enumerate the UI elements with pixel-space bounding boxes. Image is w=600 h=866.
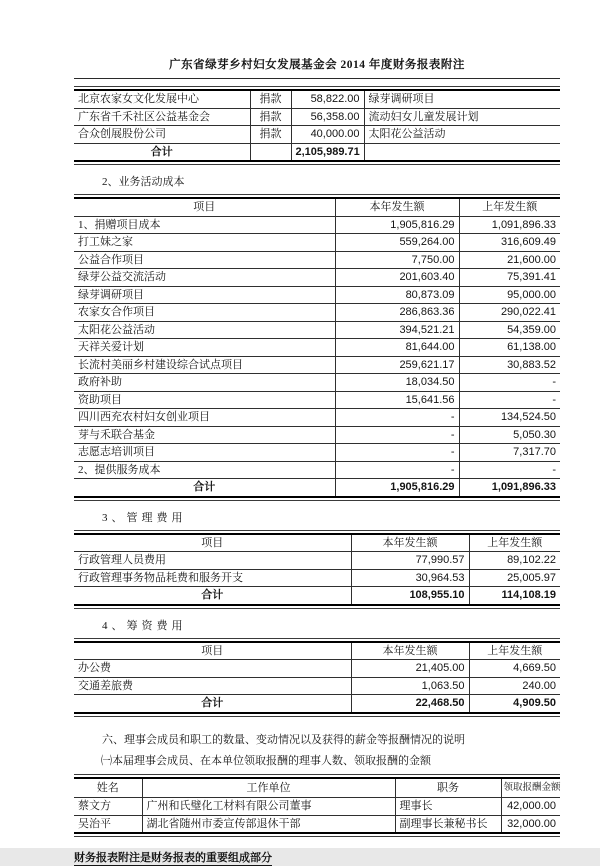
table-cell: 286,863.36 (335, 304, 459, 322)
table-row (74, 90, 560, 108)
table-cell: 559,264.00 (335, 234, 459, 252)
column-header: 本年发生额 (351, 534, 469, 552)
table-cell: 316,609.49 (459, 234, 560, 252)
table-cell: 2、提供服务成本 (74, 461, 335, 479)
table-cell: 95,000.00 (459, 286, 560, 304)
footer-note-text: 财务报表附注是财务报表的重要组成部分 (74, 852, 272, 864)
table-row (74, 677, 560, 695)
table-cell: 太阳花公益活动 (74, 321, 335, 339)
table-row (74, 569, 560, 587)
table-cell: 办公费 (74, 660, 351, 678)
table-cell: 240.00 (469, 677, 560, 695)
table-cell: 201,603.40 (335, 269, 459, 287)
table-cell: 290,022.41 (459, 304, 560, 322)
table-cell: 吴治平 (78, 817, 111, 830)
sub-heading-board-members: ㈠本届理事会成员、在本单位领取报酬的理事人数、领取报酬的金额 (101, 754, 431, 767)
table-cell: 湖北省随州市委宣传部退休干部 (142, 815, 395, 833)
table-cell: 绿芽公益交流活动 (74, 269, 335, 287)
section-heading-management-expense: 3、管理费用 (102, 511, 187, 524)
business-cost-table-wrap (74, 194, 560, 501)
table-cell: - (459, 374, 560, 392)
management-expense-table-wrap (74, 530, 560, 609)
table-cell: 资助项目 (74, 391, 335, 409)
table-cell: 行政管理事务物品耗费和服务开支 (74, 569, 351, 587)
table-cell: 合计 (201, 589, 224, 601)
donations-table-wrap (74, 86, 560, 165)
table-cell: 行政管理人员费用 (74, 552, 351, 570)
table-row (74, 426, 560, 444)
table-cell: 4,669.50 (469, 660, 560, 678)
total-row (74, 143, 560, 161)
table-cell: 副理事长兼秘书长 (395, 815, 501, 833)
table-cell: - (459, 391, 560, 409)
donations-table (74, 89, 560, 162)
table-cell: 22,468.50 (351, 695, 469, 713)
table-row (74, 286, 560, 304)
table-row (74, 660, 560, 678)
table-cell: 理事长 (395, 798, 501, 816)
table-cell: 54,359.00 (459, 321, 560, 339)
column-header: 职务 (395, 778, 501, 798)
table-cell: - (335, 426, 459, 444)
table-row (74, 798, 560, 816)
table-cell: 天祥关爱计划 (74, 339, 335, 357)
table-cell: 北京农家女文化发展中心 (74, 90, 250, 108)
section-heading-business-cost: 2、业务活动成本 (102, 176, 185, 188)
table-cell: 合众创展股份公司 (74, 126, 250, 144)
table-cell: - (459, 461, 560, 479)
table-cell: 志愿志培训项目 (74, 444, 335, 462)
table-cell: 80,873.09 (335, 286, 459, 304)
table-cell: 89,102.22 (469, 552, 560, 570)
footer-note (74, 849, 560, 865)
table-row (74, 251, 560, 269)
table-cell: 15,641.56 (335, 391, 459, 409)
board-table (74, 777, 560, 835)
table-cell: 合计 (150, 145, 173, 158)
table-cell: 合计 (201, 697, 224, 709)
table-cell: 1,905,816.29 (335, 479, 459, 497)
table-cell: 1,063.50 (351, 677, 469, 695)
table-row (74, 234, 560, 252)
table-cell: 18,034.50 (335, 374, 459, 392)
table-row (74, 409, 560, 427)
table-cell: 芽与禾联合基金 (74, 426, 335, 444)
table-cell: 40,000.00 (291, 126, 364, 144)
table-cell: - (335, 409, 459, 427)
table-cell: 长流村美丽乡村建设综合试点项目 (74, 356, 335, 374)
table-cell: 30,964.53 (351, 569, 469, 587)
total-row (74, 695, 560, 713)
table-header-row (74, 778, 560, 798)
table-cell: 四川西充农村妇女创业项目 (74, 409, 335, 427)
table-cell: 58,822.00 (291, 90, 364, 108)
total-row (74, 587, 560, 605)
table-cell: 1,905,816.29 (335, 216, 459, 234)
table-cell (250, 143, 291, 161)
table-cell (364, 143, 560, 161)
table-cell: 81,644.00 (335, 339, 459, 357)
table-row (74, 321, 560, 339)
table-cell: 捐款 (250, 108, 291, 126)
column-header: 项目 (74, 198, 335, 216)
table-cell: 政府补助 (74, 374, 335, 392)
fundraising-expense-table (74, 641, 560, 714)
table-cell: 流动妇女儿童发展计划 (364, 108, 560, 126)
management-expense-table (74, 533, 560, 606)
table-cell: 打工妹之家 (74, 234, 335, 252)
table-cell: 114,108.19 (469, 587, 560, 605)
page-content (74, 56, 560, 865)
table-cell: 合计 (193, 481, 216, 493)
table-cell: 1,091,896.33 (459, 479, 560, 497)
column-header: 工作单位 (142, 778, 395, 798)
table-cell: 77,990.57 (351, 552, 469, 570)
table-cell: 75,391.41 (459, 269, 560, 287)
table-row (74, 126, 560, 144)
table-cell: 太阳花公益活动 (364, 126, 560, 144)
table-cell: 61,138.00 (459, 339, 560, 357)
board-table-wrap (74, 774, 560, 838)
table-row (74, 815, 560, 833)
table-row (74, 304, 560, 322)
table-cell: 7,317.70 (459, 444, 560, 462)
section-heading-fundraising-expense: 4、筹资费用 (102, 619, 187, 632)
column-header: 姓名 (74, 778, 142, 798)
table-row (74, 216, 560, 234)
table-row (74, 552, 560, 570)
table-cell: 32,000.00 (501, 815, 560, 833)
table-row (74, 391, 560, 409)
table-cell: 2,105,989.71 (291, 143, 364, 161)
table-cell: 交通差旅费 (74, 677, 351, 695)
table-cell: 259,621.17 (335, 356, 459, 374)
table-row (74, 108, 560, 126)
column-header: 本年发生额 (335, 198, 459, 216)
table-cell: - (335, 444, 459, 462)
table-cell: 公益合作项目 (74, 251, 335, 269)
table-cell: 56,358.00 (291, 108, 364, 126)
table-cell: 绿芽调研项目 (364, 90, 560, 108)
table-cell: 农家女合作项目 (74, 304, 335, 322)
table-cell: 30,883.52 (459, 356, 560, 374)
total-row (74, 479, 560, 497)
table-cell: 4,909.50 (469, 695, 560, 713)
table-header-row (74, 642, 560, 660)
table-row (74, 339, 560, 357)
table-row (74, 374, 560, 392)
table-cell: 394,521.21 (335, 321, 459, 339)
table-row (74, 461, 560, 479)
table-cell: 1,091,896.33 (459, 216, 560, 234)
table-cell: 5,050.30 (459, 426, 560, 444)
table-cell: 捐款 (250, 126, 291, 144)
fundraising-expense-table-wrap (74, 638, 560, 717)
column-header: 上年发生额 (469, 642, 560, 660)
column-header: 上年发生额 (459, 198, 560, 216)
table-cell: 1、捐赠项目成本 (74, 216, 335, 234)
page-title: 广东省绿芽乡村妇女发展基金会 2014 年度财务报表附注 (74, 56, 560, 79)
table-cell: - (335, 461, 459, 479)
column-header: 项目 (74, 642, 351, 660)
table-cell: 绿芽调研项目 (74, 286, 335, 304)
table-cell: 108,955.10 (351, 587, 469, 605)
table-cell: 42,000.00 (501, 798, 560, 816)
table-cell: 捐款 (250, 90, 291, 108)
table-cell: 广东省千禾社区公益基金会 (74, 108, 250, 126)
column-header: 本年发生额 (351, 642, 469, 660)
table-cell: 21,405.00 (351, 660, 469, 678)
table-row (74, 356, 560, 374)
table-cell: 蔡文方 (74, 798, 142, 816)
table-row (74, 444, 560, 462)
business-cost-table (74, 197, 560, 498)
table-cell: 25,005.97 (469, 569, 560, 587)
section-heading-board: 六、理事会成员和职工的数量、变动情况以及获得的薪金等报酬情况的说明 (102, 733, 465, 746)
column-header: 上年发生额 (469, 534, 560, 552)
column-header: 领取报酬金额 (501, 778, 560, 798)
table-row (74, 269, 560, 287)
table-cell: 7,750.00 (335, 251, 459, 269)
table-cell: 21,600.00 (459, 251, 560, 269)
table-header-row (74, 198, 560, 216)
table-header-row (74, 534, 560, 552)
column-header: 项目 (74, 534, 351, 552)
table-cell: 广州和氏璧化工材料有限公司董事 (142, 798, 395, 816)
table-cell: 134,524.50 (459, 409, 560, 427)
